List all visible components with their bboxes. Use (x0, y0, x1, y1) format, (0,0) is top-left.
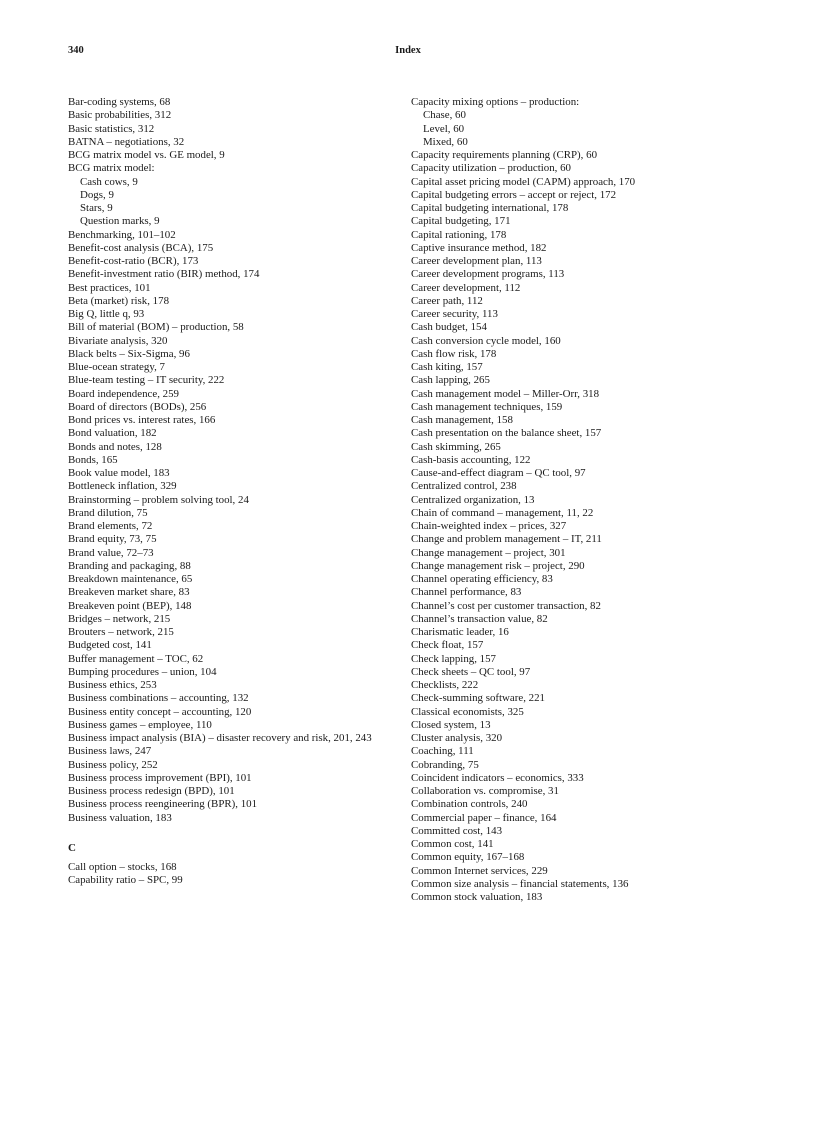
index-entry: Cash budget, 154 (411, 321, 487, 334)
index-entry: Closed system, 13 (411, 718, 491, 731)
index-entry: Channel’s transaction value, 82 (411, 612, 548, 625)
index-entry: Business combinations – accounting, 132 (68, 692, 249, 705)
section-c-entries (68, 861, 388, 888)
index-subentry: Mixed, 60 (423, 135, 468, 148)
index-entry: Capital rationing, 178 (411, 228, 507, 241)
index-entry: Cash-basis accounting, 122 (411, 453, 531, 466)
index-entry: Business games – employee, 110 (68, 718, 212, 731)
index-entry: Business ethics, 253 (68, 679, 157, 691)
index-entry: Common Internet services, 229 (411, 864, 548, 877)
index-entry: BATNA – negotiations, 32 (68, 135, 185, 148)
index-entry: Cobranding, 75 (411, 758, 479, 771)
section-letter-heading: C (68, 841, 76, 854)
index-entry: Benefit-cost-ratio (BCR), 173 (68, 255, 199, 267)
index-entry: Budgeted cost, 141 (68, 639, 152, 652)
index-entry: Cash kiting, 157 (411, 361, 483, 373)
index-entry: Capacity mixing options – production: (411, 96, 580, 108)
index-entry: Benefit-investment ratio (BIR) method, 174 (68, 268, 260, 281)
index-entry: Common size analysis – financial statements, 136 (411, 877, 629, 890)
index-entry: Brand value, 72–73 (68, 546, 154, 559)
index-subentry: Chase, 60 (423, 109, 466, 122)
index-entry: Charismatic leader, 16 (411, 626, 509, 638)
index-entry: Board of directors (BODs), 256 (68, 400, 207, 413)
index-entry: Book value model, 183 (68, 467, 170, 479)
index-entry: Brand dilution, 75 (68, 506, 148, 519)
index-entry: Breakeven point (BEP), 148 (68, 599, 192, 612)
index-entry: Career security, 113 (411, 308, 498, 320)
index-entry: Brainstorming – problem solving tool, 24 (68, 493, 249, 506)
index-entry: Basic probabilities, 312 (68, 109, 172, 122)
index-entry: Business valuation, 183 (68, 811, 172, 824)
index-subentry: Stars, 9 (80, 202, 113, 214)
index-entry: Buffer management – TOC, 62 (68, 652, 204, 665)
index-entry: Cash management model – Miller-Orr, 318 (411, 387, 600, 400)
index-entry: Basic statistics, 312 (68, 122, 155, 135)
index-entry: BCG matrix model: (68, 162, 155, 175)
index-entry: Big Q, little q, 93 (68, 308, 145, 320)
index-entry: Bivariate analysis, 320 (68, 334, 168, 347)
index-entry: Centralized control, 238 (411, 480, 517, 493)
index-entry: Brand equity, 73, 75 (68, 533, 157, 546)
index-entry: Blue-team testing – IT security, 222 (68, 374, 225, 387)
index-column-right (411, 96, 748, 904)
index-entry: Cash management techniques, 159 (411, 400, 563, 413)
index-entry: Checklists, 222 (411, 679, 479, 691)
index-entry: Change management risk – project, 290 (411, 559, 585, 572)
index-subentry: Dogs, 9 (80, 188, 114, 201)
index-entry: Business process improvement (BPI), 101 (68, 771, 252, 784)
index-entry: Black belts – Six-Sigma, 96 (68, 347, 190, 360)
index-entry: Bonds and notes, 128 (68, 440, 162, 453)
index-entry: Change management – project, 301 (411, 546, 566, 559)
index-entry: Blue-ocean strategy, 7 (68, 361, 165, 373)
index-entry: Channel’s cost per customer transaction, 82 (411, 599, 601, 612)
index-entry: Chain-weighted index – prices, 327 (411, 520, 567, 532)
index-entry: Bond valuation, 182 (68, 427, 157, 440)
index-entry: Capital budgeting errors – accept or reject, 172 (411, 188, 617, 201)
index-entry: Capacity utilization – production, 60 (411, 162, 571, 175)
index-entry: Career development, 112 (411, 281, 521, 294)
index-entry: Check-summing software, 221 (411, 692, 545, 705)
index-entry: Career path, 112 (411, 294, 483, 307)
index-entry: Business process reengineering (BPR), 101 (68, 798, 258, 811)
index-entry: Committed cost, 143 (411, 824, 503, 837)
index-entry: Coincident indicators – economics, 333 (411, 771, 584, 784)
index-entry: Centralized organization, 13 (411, 493, 535, 506)
index-entry: Bond prices vs. interest rates, 166 (68, 414, 216, 426)
index-entry: Cash lapping, 265 (411, 374, 490, 387)
index-entry: Call option – stocks, 168 (68, 861, 177, 873)
index-entry: Business entity concept – accounting, 120 (68, 705, 252, 718)
index-entry: Cash flow risk, 178 (411, 347, 497, 360)
index-entry: Business laws, 247 (68, 745, 152, 758)
index-entry: Career development programs, 113 (411, 268, 565, 281)
index-entry: Bill of material (BOM) – production, 58 (68, 321, 244, 334)
index-entry: Bridges – network, 215 (68, 612, 171, 625)
index-entry: Bottleneck inflation, 329 (68, 480, 177, 493)
index-entry: Capital budgeting international, 178 (411, 202, 569, 214)
index-subentry: Cash cows, 9 (80, 175, 138, 188)
index-column-left (68, 96, 388, 888)
index-entry: Change and problem management – IT, 211 (411, 533, 602, 546)
index-entry: Business policy, 252 (68, 758, 158, 771)
index-entry: Bonds, 165 (68, 453, 118, 466)
index-entry: Bumping procedures – union, 104 (68, 665, 217, 678)
page-number: 340 (68, 45, 84, 56)
index-entry: Capital asset pricing model (CAPM) approach, 170 (411, 175, 636, 188)
index-entry: Cash management, 158 (411, 414, 513, 426)
index-entry: Business impact analysis (BIA) – disaster recovery and risk, 201, 243 (68, 732, 372, 744)
page-header (68, 45, 748, 59)
index-entry: Check float, 157 (411, 639, 484, 652)
index-entry: Cause-and-effect diagram – QC tool, 97 (411, 467, 586, 479)
index-entry: Breakdown maintenance, 65 (68, 573, 193, 585)
index-entry: Common cost, 141 (411, 838, 494, 850)
running-head-title: Index (395, 45, 421, 56)
index-entry: Combination controls, 240 (411, 798, 528, 811)
index-entry: Collaboration vs. compromise, 31 (411, 785, 559, 797)
left-entries (68, 96, 388, 825)
index-entry: Best practices, 101 (68, 281, 151, 294)
index-entry: Cash skimming, 265 (411, 440, 501, 453)
index-entry: Capacity requirements planning (CRP), 60 (411, 149, 598, 161)
index-entry: Bar-coding systems, 68 (68, 96, 171, 108)
index-entry: Cash conversion cycle model, 160 (411, 334, 561, 347)
index-entry: Common stock valuation, 183 (411, 891, 543, 903)
index-entry: Capital budgeting, 171 (411, 215, 511, 228)
index-entry: Check sheets – QC tool, 97 (411, 665, 531, 678)
index-entry: Coaching, 111 (411, 745, 474, 758)
index-entry: Branding and packaging, 88 (68, 559, 191, 572)
index-entry: Beta (market) risk, 178 (68, 294, 170, 307)
right-entries (411, 96, 748, 904)
index-entry: Capability ratio – SPC, 99 (68, 874, 183, 887)
index-entry: Common equity, 167–168 (411, 851, 525, 864)
index-entry: Benchmarking, 101–102 (68, 228, 176, 241)
index-entry: Breakeven market share, 83 (68, 586, 190, 599)
index-entry: Board independence, 259 (68, 387, 179, 400)
index-entry: Channel operating efficiency, 83 (411, 573, 553, 585)
index-entry: Check lapping, 157 (411, 652, 496, 665)
index-entry: Cash presentation on the balance sheet, 157 (411, 427, 602, 440)
index-entry: Benefit-cost analysis (BCA), 175 (68, 241, 214, 254)
index-entry: BCG matrix model vs. GE model, 9 (68, 149, 225, 161)
index-entry: Career development plan, 113 (411, 255, 542, 267)
index-subentry: Question marks, 9 (80, 215, 160, 228)
index-entry: Classical economists, 325 (411, 705, 524, 718)
index-entry: Business process redesign (BPD), 101 (68, 785, 235, 797)
index-entry: Captive insurance method, 182 (411, 241, 547, 254)
index-entry: Brand elements, 72 (68, 520, 153, 532)
index-entry: Commercial paper – finance, 164 (411, 811, 557, 824)
index-subentry: Level, 60 (423, 122, 465, 135)
index-entry: Cluster analysis, 320 (411, 732, 503, 744)
index-entry: Chain of command – management, 11, 22 (411, 506, 594, 519)
index-entry: Brouters – network, 215 (68, 626, 174, 638)
index-entry: Channel performance, 83 (411, 586, 522, 599)
